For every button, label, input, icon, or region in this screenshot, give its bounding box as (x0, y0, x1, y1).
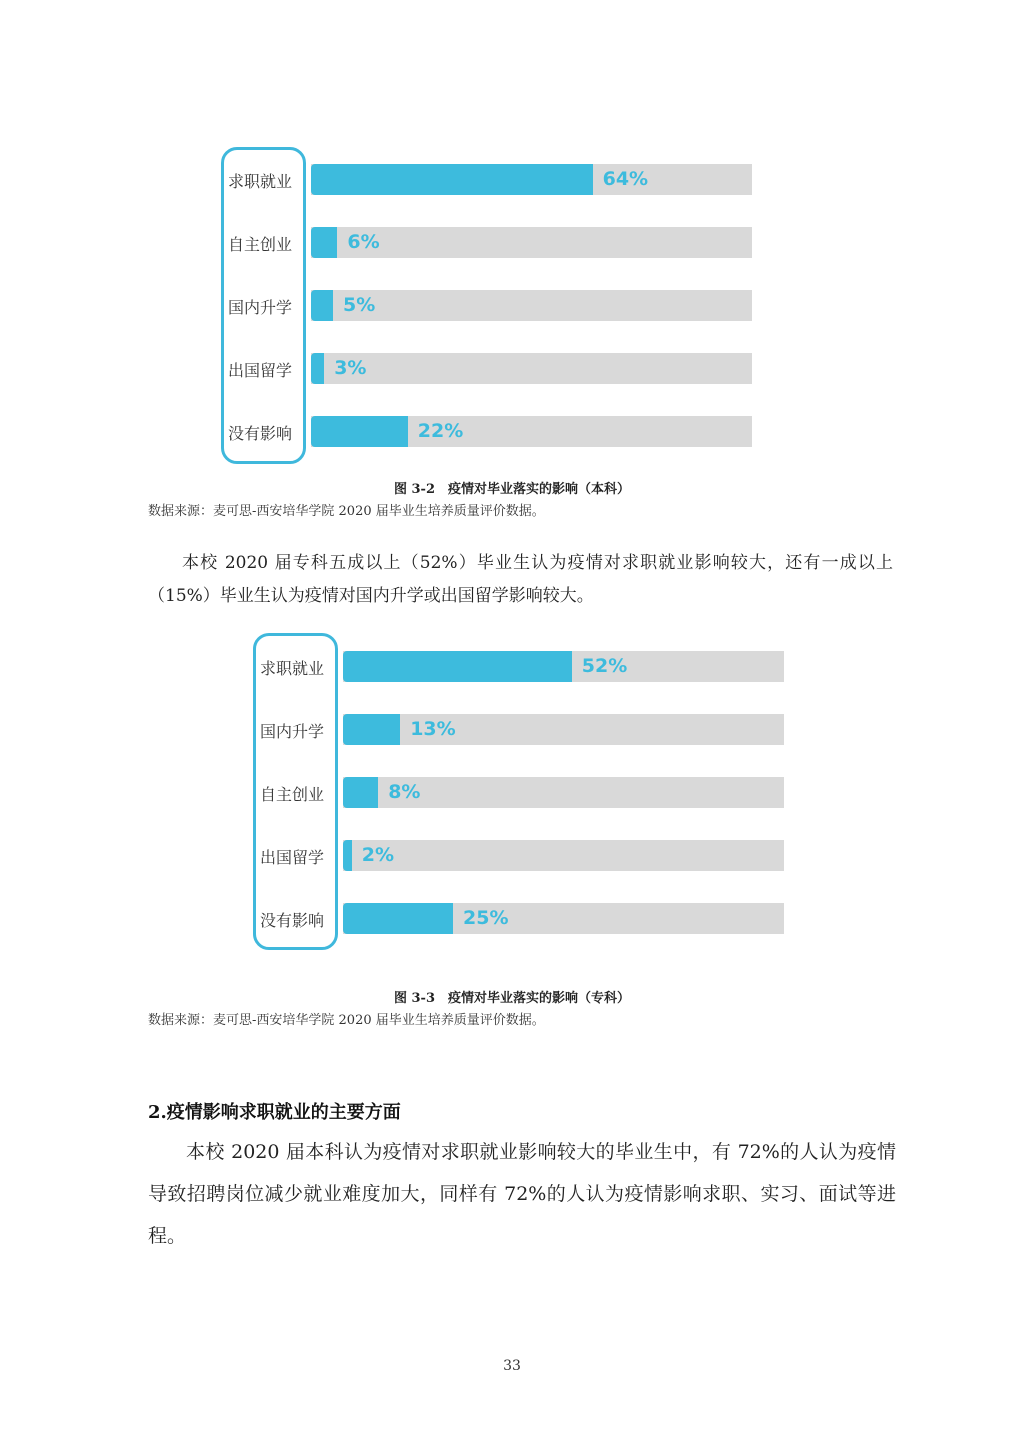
data-source-note: 数据来源：麦可思-西安培华学院 2020 届毕业生培养质量评价数据。 (148, 504, 545, 519)
category-label: 求职就业 (228, 172, 293, 191)
bar (343, 840, 352, 871)
bar-track (343, 840, 784, 871)
data-label: 2% (361, 844, 395, 866)
category-label: 自主创业 (228, 235, 293, 254)
data-label: 8% (388, 781, 421, 803)
figure-caption-3-3: 图 3-3 疫情对毕业落实的影响（专科） (393, 991, 630, 1006)
category-label: 国内升学 (260, 722, 325, 741)
data-source-note: 数据来源：麦可思-西安培华学院 2020 届毕业生培养质量评价数据。 (148, 1013, 545, 1028)
data-label: 25% (463, 907, 509, 929)
category-label: 没有影响 (260, 911, 325, 930)
bar (343, 903, 453, 934)
body-paragraph: 本校 2020 届本科认为疫情对求职就业影响较大的毕业生中，有 72%的人认为疫情导致招聘岗位减少就业难度加大，同样有 72%的人认为疫情影响求职、实习、面试等进程。 (148, 1141, 896, 1247)
bar-track (343, 714, 784, 745)
bar (343, 651, 572, 682)
bar (343, 777, 378, 808)
data-label: 3% (334, 357, 367, 379)
page-number: 33 (503, 1358, 521, 1374)
category-label: 求职就业 (260, 659, 325, 678)
category-label: 自主创业 (260, 785, 325, 804)
category-label: 没有影响 (228, 424, 293, 443)
data-label: 5% (343, 294, 376, 316)
data-label: 52% (581, 655, 628, 677)
category-label: 国内升学 (228, 298, 293, 317)
data-label: 6% (347, 231, 380, 253)
data-label: 22% (417, 420, 464, 442)
data-label: 13% (410, 718, 456, 740)
body-paragraph: 本校 2020 届专科五成以上（52%）毕业生认为疫情对求职就业影响较大，还有一成以上（15%）毕业生认为疫情对国内升学或出国留学影响较大。 (148, 553, 893, 606)
category-label: 出国留学 (260, 848, 325, 867)
section-heading: 2.疫情影响求职就业的主要方面 (148, 1102, 401, 1123)
category-label: 出国留学 (228, 361, 293, 380)
figure-caption-3-2: 图 3-2 疫情对毕业落实的影响（本科） (393, 482, 630, 497)
data-label: 64% (602, 168, 649, 190)
bar (343, 714, 400, 745)
